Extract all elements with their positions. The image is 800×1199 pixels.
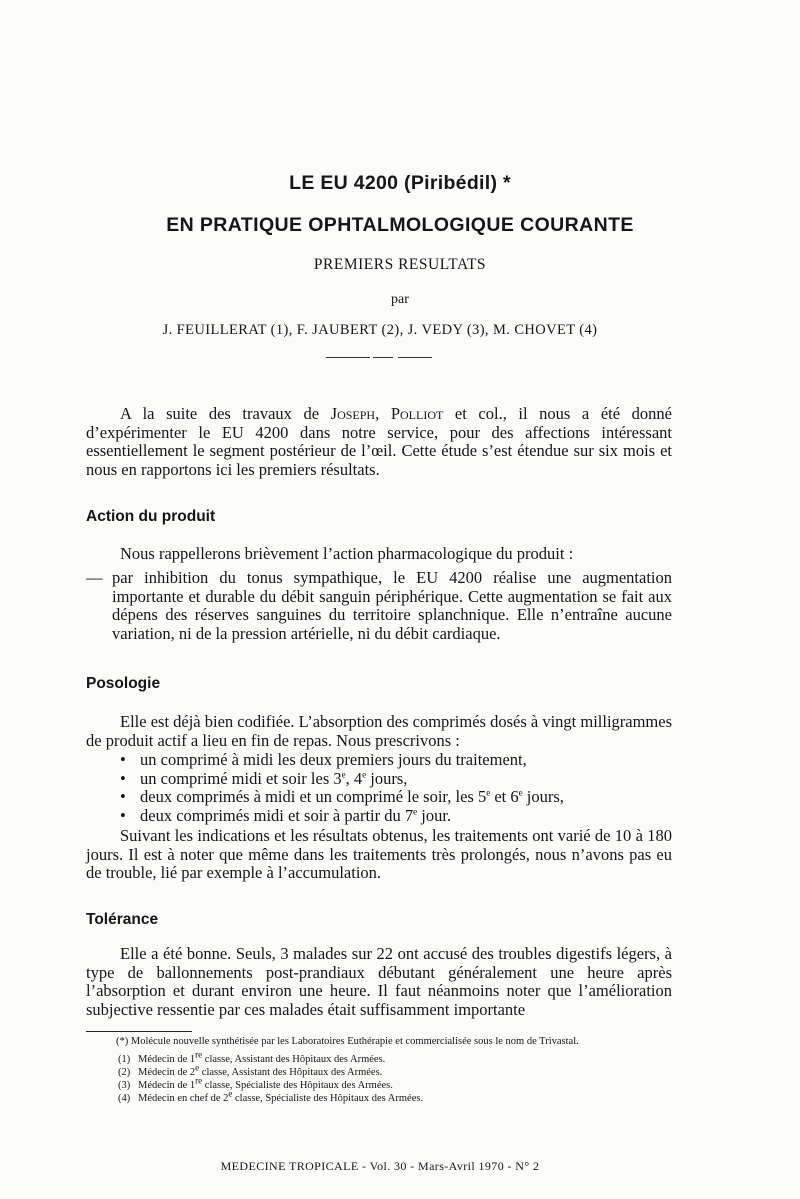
posologie-paragraph: Elle est déjà bien codifiée. L’absorption des comprimés dosés à vingt milligrammes de produit actif a lieu en fin de repas. Nous prescrivons :	[86, 712, 673, 750]
cited-author-polliot: Polliot	[390, 404, 444, 423]
list-item: • deux comprimés à midi et un comprimé le soir, les 5e et 6e jours,	[120, 787, 564, 806]
footnote-star: (*) Molécule nouvelle synthétisée par les Laboratoires Euthérapie et commercialisée sous le nom de Trivastal.	[116, 1036, 579, 1047]
section-heading-action: Action du produit	[86, 508, 216, 525]
cited-author-joseph: Joseph	[330, 404, 376, 423]
posologie-paragraph-2: Suivant les indications et les résultats obtenus, les traitements ont varié de 10 à 180 jours. Il est à noter que même dans les traitements très prolongés, nous n’avons pas eu de trouble, lié par exemple à l’accumulation.	[86, 826, 672, 882]
section-heading-tolerance: Tolérance	[86, 911, 159, 928]
footnote-rule	[86, 1031, 192, 1032]
bullet-icon: •	[120, 787, 126, 806]
intro-paragraph	[86, 405, 672, 479]
byline-par: par	[391, 292, 409, 307]
tolerance-paragraph: Elle a été bonne. Seuls, 3 malades sur 22 ont accusé des troubles digestifs légers, à type de ballonnements post-prandiaux débutant généralement une heure après l’absorption et durant environ une heure. Il faut néanmoins noter que l’amélioration subjective ressentie par ces malades était suffisamment importante	[86, 944, 672, 1019]
footnotes	[86, 1035, 672, 1105]
section-heading-posologie: Posologie	[86, 675, 161, 692]
bullet-icon: •	[120, 805, 126, 825]
list-item: • deux comprimés midi et soir à partir du 7e jour.	[120, 805, 452, 825]
dosage-list	[120, 751, 672, 825]
list-item: • un comprimé à midi les deux premiers jours du traitement,	[120, 750, 527, 769]
bullet-icon: •	[120, 768, 126, 788]
action-dash-text: par inhibition du tonus sympathique, le EU 4200 réalise une augmentation importante et durable du débit sanguin périphérique. Cette augmentation se fait aux dépens des réserves sanguines du territoire splanchnique. Elle n’entraîne aucune variation, ni de la pression artérielle, ni du débit cardiaque.	[112, 568, 672, 643]
title-separator-rule	[326, 356, 434, 360]
author-list: J. FEUILLERAT (1), F. JAUBERT (2), J. VEDY (3), M. CHOVET (4)	[162, 322, 598, 338]
article-title-line-1: LE EU 4200 (Piribédil) *	[289, 172, 511, 194]
list-item: • un comprimé midi et soir les 3e, 4e jours,	[120, 768, 408, 788]
footnote-2: (2) Médecin de 2e classe, Assistant des Hôpitaux des Armées.	[118, 1062, 383, 1078]
dash-marker: —	[86, 568, 103, 587]
article-title-line-2: EN PRATIQUE OPHTALMOLOGIQUE COURANTE	[166, 214, 634, 236]
intro-sep: ,	[375, 404, 391, 423]
action-paragraph: Nous rappellerons brièvement l’action pharmacologique du produit :	[120, 544, 574, 563]
intro-rest: et col., il nous a été donné d’expérimenter le EU 4200 dans notre service, pour des affections intéressant essentiellement le segment postérieur de l’œil. Cette étude s’est étendue sur six mois et nous en rapportons ici les premiers résultats.	[86, 404, 672, 479]
footnote-3: (3) Médecin de 1re classe, Spécialiste des Hôpitaux des Armées.	[118, 1075, 393, 1091]
bullet-icon: •	[120, 750, 126, 769]
footnote-4: (4) Médecin en chef de 2e classe, Spécialiste des Hôpitaux des Armées.	[118, 1088, 424, 1104]
article-subtitle: PREMIERS RESULTATS	[313, 256, 487, 273]
intro-prefix: A la suite des travaux de	[120, 404, 331, 423]
footnote-1: (1) Médecin de 1re classe, Assistant des Hôpitaux des Armées.	[118, 1049, 386, 1065]
journal-footer: MEDECINE TROPICALE - Vol. 30 - Mars-Avril 1970 - N° 2	[220, 1159, 540, 1173]
